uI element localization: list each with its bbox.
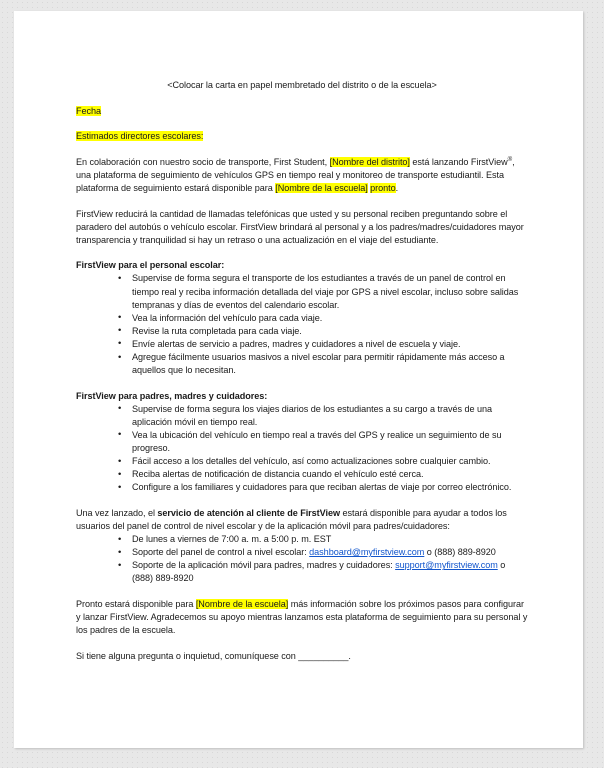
- soon-highlight: pronto: [370, 182, 396, 193]
- date-line: [76, 105, 528, 118]
- intro-part1: En colaboración con nuestro socio de transporte, First Student,: [76, 156, 330, 167]
- list-item: • Envíe alertas de servicio a padres, madres y cuidadores a nivel de escuela y viaje.: [76, 338, 528, 351]
- intro-paragraph: [76, 156, 528, 195]
- closing-paragraph: [76, 598, 528, 637]
- support-intro-part1: Una vez lanzado, el: [76, 507, 158, 518]
- list-item: • Supervise de forma segura los viajes diarios de los estudiantes a su cargo a través de una aplicación móvil en tiempo real.: [76, 403, 528, 429]
- support-intro-part2: estará disponible para ayudar a todos los usuarios del panel de control de nivel escolar y de la aplicación móvil para padres/cuidadores:: [76, 507, 507, 532]
- final-line-part1: Si tiene alguna pregunta o inquietud, comuníquese con: [76, 650, 299, 661]
- salutation-line: [76, 130, 528, 143]
- date-placeholder: Fecha: [76, 105, 102, 116]
- list-item: • Supervise de forma segura el transporte de los estudiantes a través de un panel de control en tiempo real y reciba información detallada del viaje por GPS a nivel escolar, incluso sobre salidas tempranas y días de eventos del calendario escolar.: [76, 272, 528, 311]
- document-body: [76, 79, 528, 675]
- list-item: • Configure a los familiares y cuidadores para que reciban alertas de viaje por correo electrónico.: [76, 481, 528, 494]
- list-item: • Vea la ubicación del vehículo en tiempo real a través del GPS y realice un seguimiento de su progreso.: [76, 429, 528, 455]
- support-intro-paragraph: [76, 507, 528, 533]
- list-item: • Fácil acceso a los detalles del vehículo, así como actualizaciones sobre cualquier cambio.: [76, 455, 528, 468]
- intro-part5: .: [395, 182, 399, 193]
- final-line-part2: .: [348, 650, 351, 661]
- mobile-separator: o: [497, 560, 506, 571]
- list-item-mobile-support: [76, 559, 528, 585]
- mobile-support-label: Soporte de la aplicación móvil para padres, madres y cuidadores:: [132, 560, 396, 571]
- staff-section-heading: FirstView para el personal escolar:: [76, 260, 225, 271]
- mobile-phone: (888) 889-8920: [132, 573, 194, 584]
- intro-part2: está lanzando FirstView: [409, 156, 508, 167]
- salutation-text: Estimados directores escolares:: [76, 131, 204, 142]
- registered-trademark-icon: ®: [507, 155, 513, 163]
- school-name-placeholder: [Nombre de la escuela]: [275, 182, 368, 193]
- parents-section-heading: FirstView para padres, madres y cuidadores:: [76, 390, 268, 401]
- intro-part3: , una plataforma de seguimiento de vehículos GPS en tiempo real y monitoreo de transporte estudiantil. Esta plataforma de seguimiento estará disponible para: [76, 156, 515, 193]
- staff-benefits-list: [76, 272, 528, 377]
- document-page: [14, 11, 583, 748]
- list-item-dashboard-support: [76, 546, 528, 559]
- closing-part2: más información sobre los próximos pasos para configurar y lanzar FirstView. Agradecemos su apoyo mientras lanzamos esta plataforma de seguimiento para su personal y los padres de la escuela.: [76, 599, 528, 636]
- final-contact-line: [76, 650, 528, 663]
- parents-benefits-list: [76, 403, 528, 495]
- list-item: • Revise la ruta completada para cada viaje.: [76, 325, 528, 338]
- closing-school-placeholder: [Nombre de la escuela]: [195, 599, 289, 609]
- letterhead-instruction: <Colocar la carta en papel membretado del distrito o de la escuela>: [167, 80, 437, 90]
- closing-part1: Pronto estará disponible para: [76, 599, 196, 609]
- list-item: • Agregue fácilmente usuarios masivos a nivel escolar para permitir rápidamente más acceso a aquellos que lo necesitan.: [76, 351, 528, 377]
- mobile-support-email-link[interactable]: support@myfirstview.com: [395, 560, 498, 571]
- list-item: • Reciba alertas de notificación de distancia cuando el vehículo esté cerca.: [76, 468, 528, 481]
- benefit-paragraph: FirstView reducirá la cantidad de llamadas telefónicas que usted y su personal reciben preguntando sobre el paradero del autobús o vehículo escolar. FirstView brindará al personal y a los padres/madres/cuidadores mayor transparencia y tranquilidad si hay un retraso o una actualización en el viaje del estudiante.: [76, 208, 524, 245]
- district-name-placeholder: [Nombre del distrito]: [329, 156, 410, 167]
- list-item: • Vea la información del vehículo para cada viaje.: [76, 312, 528, 325]
- dashboard-separator: o: [424, 547, 435, 558]
- support-bold-phrase: servicio de atención al cliente de FirstView: [157, 507, 341, 518]
- list-item-hours: • De lunes a viernes de 7:00 a. m. a 5:00 p. m. EST: [76, 533, 528, 546]
- support-contact-list: [76, 533, 528, 585]
- dashboard-phone: (888) 889-8920: [434, 547, 496, 558]
- final-line-blank: __________: [298, 650, 349, 661]
- dashboard-support-label: Soporte del panel de control a nivel escolar:: [132, 547, 310, 558]
- dashboard-email-link[interactable]: dashboard@myfirstview.com: [309, 547, 425, 558]
